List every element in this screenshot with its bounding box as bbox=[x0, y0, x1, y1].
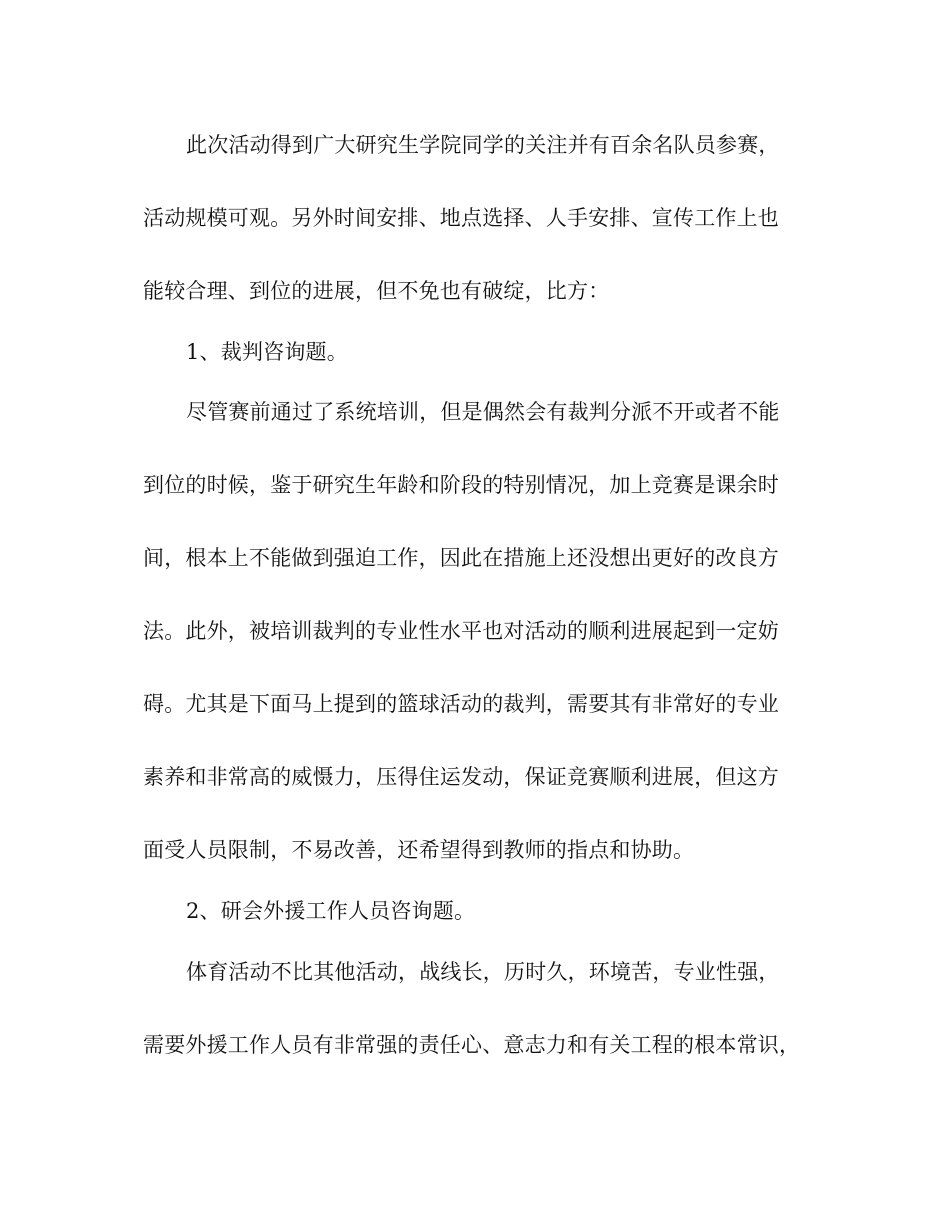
paragraph-2-line-5: 碍。尤其是下面马上提到的篮球活动的裁判，需要其有非常好的专业 bbox=[143, 692, 779, 716]
paragraph-1-line-1: 此次活动得到广大研究生学院同学的关注并有百余名队员参赛， bbox=[186, 133, 780, 157]
section-heading-2: 2、研会外援工作人员咨询题。 bbox=[186, 899, 476, 923]
paragraph-1-line-3: 能较合理、到位的进展，但不免也有破绽，比方： bbox=[143, 279, 610, 303]
paragraph-2-line-1: 尽管赛前通过了系统培训，但是偶然会有裁判分派不开或者不能 bbox=[186, 400, 780, 424]
paragraph-1-line-2: 活动规模可观。另外时间安排、地点选择、人手安排、宣传工作上也 bbox=[143, 206, 779, 230]
section-heading-1: 1、裁判咨询题。 bbox=[186, 340, 348, 364]
paragraph-2-line-6: 素养和非常高的威慑力，压得住运发动，保证竞赛顺利进展，但这方 bbox=[143, 765, 779, 789]
paragraph-2-line-4: 法。此外，被培训裁判的专业性水平也对活动的顺利进展起到一定妨 bbox=[143, 619, 779, 643]
paragraph-2-line-2: 到位的时候，鉴于研究生年龄和阶段的特别情况，加上竞赛是课余时 bbox=[143, 473, 779, 497]
paragraph-3-line-1: 体育活动不比其他活动，战线长，历时久，环境苦，专业性强， bbox=[186, 960, 780, 984]
paragraph-2-line-3: 间，根本上不能做到强迫工作，因此在措施上还没想出更好的改良方 bbox=[143, 546, 779, 570]
paragraph-2-line-7: 面受人员限制，不易改善，还希望得到教师的指点和协助。 bbox=[143, 838, 695, 862]
paragraph-3-line-2: 需要外援工作人员有非常强的责任心、意志力和有关工程的根本常识， bbox=[143, 1033, 801, 1057]
